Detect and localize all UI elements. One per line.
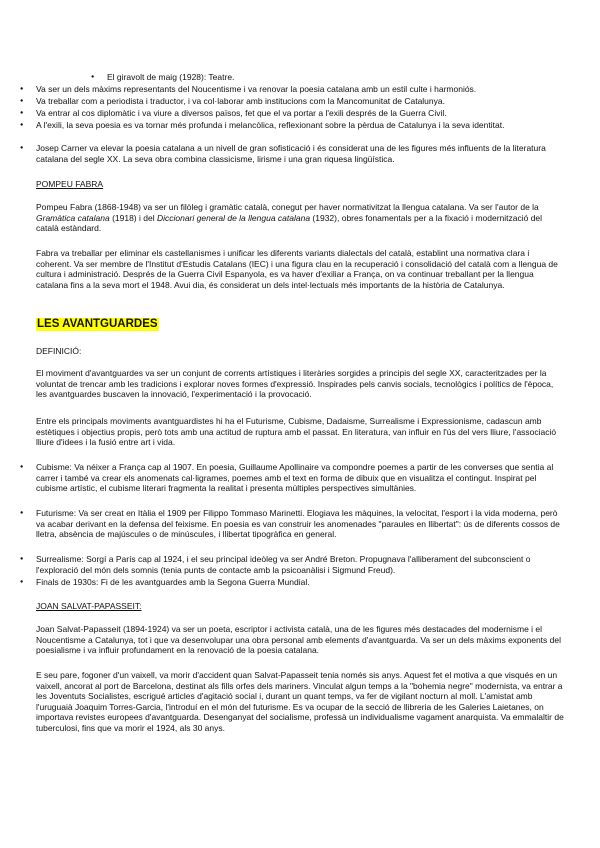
- book-title-diccionari: Diccionari general de la llengua catalana: [156, 212, 311, 223]
- book-title-gramatica: Gramàtica catalana: [36, 212, 110, 223]
- text-run: (1918) i del: [109, 212, 157, 223]
- list-item: ● Finals de 1930s: Fi de les avantguardes amb la Segona Guerra Mundial.: [36, 577, 564, 588]
- salvat-paragraph-1: Joan Salvat-Papasseit (1894-1924) va ser un poeta, escriptor i activista català, una de les figures més destacades del modernisme i el Noucentisme a Catalunya, tot i que va desenvolupar una obra personal amb elements d'avantguarda. Va ser un dels màxims exponents del poesialisme i va influir profundament en la renovació de la poesia catalana.: [36, 624, 561, 656]
- salvat-paragraph-2: E seu pare, fogoner d'un vaixell, va morir d'accident quan Salvat-Papasseit tenia només sis anys. Aquest fet el motiva a que visqués en un vaixell, ancorat al port de Barcelona, destinat als fills orfes dels mariners. Vinculat algun temps a la "bohemia negre" modernista, va entrar a les Joventuts Socialistes, escrigué articles d'agitació social i, durant un quant temps, va fer de vigilant nocturn al moll. L'amistat amb l'uruguaià Joaquim Torres-Garcia, l'introduí en el món del futurisme. Es va ocupar de la secció de llibreria de les Galeries Laietanes, on importava revistes europees d'avantguarda. Desenganyat del socialisme, professà un individualisme vagament anarquista. Va emmalaltir de tuberculosi, fins que va morir el 1924, als 30 anys.: [36, 670, 564, 733]
- definition-heading: DEFINICIÓ:: [36, 346, 82, 356]
- pompeu-paragraph-1: [36, 202, 566, 234]
- list-item: ● Cubisme: Va néixer a França cap al 1907. En poesia, Guillaume Apollinaire va compondre poemes a partir de les converses que sentia al carrer i també va crear els anomenats cal·ligrames, poemes amb el text en forma de dibuix que en visualitza el contingut. Inspirat pel cubisme artístic, el cubisme literari fragmenta la realitat i presenta múltiples perspectives simultànies.: [36, 462, 564, 494]
- list-item: ● Va entrar al cos diplomàtic i va viure a diversos països, fet que el va portar a l'exili després de la Guerra Civil.: [36, 108, 564, 119]
- list-item-sub: ● El giravolt de maig (1928): Teatre.: [107, 72, 547, 83]
- pompeu-fabra-heading: POMPEU FABRA: [36, 179, 104, 189]
- list-item: ● Va ser un dels màxims representants del Noucentisme i va renovar la poesia catalana amb un estil culte i harmoniós.: [36, 84, 564, 95]
- avantguardes-paragraph-1: El moviment d'avantguardes va ser un conjunt de corrents artístiques i literàries sorgides a principis del segle XX, caracteritzades per la voluntat de trencar amb les tradicions i explorar noves formes d'expressió. Inspirades pels canvis socials, tecnològics i polítics de l'època, les avantguardes buscaven la innovació, l'experimentació i la provocació.: [36, 368, 554, 400]
- list-item: ● Futurisme: Va ser creat en Itàlia el 1909 per Filippo Tommaso Marinetti. Elogiava les màquines, la velocitat, l'esport i la vida moderna, però va acabar derivant en la defensa del feixisme. En poesia es van construir les anomenades "paraules en llibertat": ús de diferents cossos de lletra, absència de majúscules o de minúscules, i llibertat tipogràfica en general.: [36, 508, 564, 540]
- list-item: ● Va treballar com a periodista i traductor, i va col·laborar amb institucions com la Mancomunitat de Catalunya.: [36, 96, 564, 107]
- salvat-papasseit-heading: JOAN SALVAT-PAPASSEIT:: [36, 601, 142, 611]
- text-run: Pompeu Fabra (1868-1948) va ser un filòleg i gramàtic català, conegut per haver normativitzat la llengua catalana. Va ser l'autor de la: [36, 202, 539, 212]
- list-item: ● Josep Carner va elevar la poesia catalana a un nivell de gran sofisticació i és considerat una de les figures més influents de la literatura catalana del segle XX. La seva obra combina classicisme, lirisme i una gran riquesa lingüística.: [36, 143, 564, 164]
- text-run: (1932), obres fonamentals per a la fixació i modernització del català estàndard.: [36, 212, 543, 234]
- avantguardes-paragraph-2: Entre els principals moviments avantguardistes hi ha el Futurisme, Cubisme, Dadaisme, Surrealisme i Expressionisme, cadascun amb estètiques i objectius propis, però tots amb una actitud de ruptura amb el passat. En literatura, van influir en l'ús del vers lliure, l'associació lliure d'idees i la fusió entre art i vida.: [36, 416, 557, 448]
- section-title: LES AVANTGUARDES: [37, 318, 158, 330]
- pompeu-paragraph-2: Fabra va treballar per eliminar els castellanismes i unificar les diferents variants dialectals del català, establint una normativa clara i coherent. Va ser membre de l'Institut d'Estudis Catalans (IEC) i una figura clau en la recuperació i consolidació del català com a llengua de cultura i administració. Després de la Guerra Civil Espanyola, es va haver d'exiliar a França, on va continuar treballant per la llengua catalana fins a la seva mort el 1948. Avui dia, és considerat un dels intel·lectuals més importants de la història de Catalunya.: [36, 248, 558, 290]
- list-item: ● Surrealisme: Sorgí a París cap al 1924, i el seu principal ideòleg va ser André Breton. Propugnava l'alliberament del subconscient o l'exploració del món dels somnis (tenia punts de contacte amb la psicoanàlisi i Sigmund Freud).: [36, 554, 564, 575]
- list-item: ● A l'exili, la seva poesia es va tornar més profunda i melancòlica, reflexionant sobre la pèrdua de Catalunya i la seva identitat.: [36, 120, 564, 131]
